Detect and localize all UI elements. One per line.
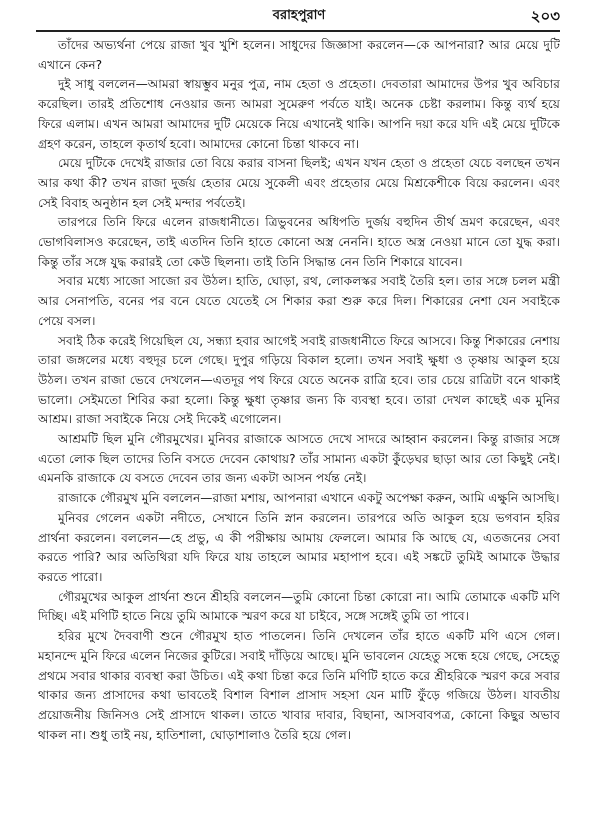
paragraph-10: গৌরমুখের আকুল প্রার্থনা শুনে শ্রীহরি বললেন—তুমি কোনো চিন্তা কোরো না। আমি তোমাকে একটি মণি দিচ্ছি। এই মণিটি হাতে নিয়ে তুমি আমাকে স্মরণ করে যা চাইবে, সঙ্গে সঙ্গেই তুমি তা পাবে। bbox=[38, 589, 560, 624]
body-text bbox=[38, 36, 560, 823]
paragraph-9: মুনিবর গেলেন একটা নদীতে, সেখানে তিনি স্নান করলেন। তারপরে অতি আকুল হয়ে ভগবান হরির প্রার্থনা করলেন। বললেন—হে প্রভু, এ কী পরীক্ষায় আমায় ফেললে। আমার কি আছে যে, এতজনের সেবা করতে পারি? আর অতিথিরা যদি ফিরে যায় তাহলে আমার মহাপাপ হবে। এই সঙ্কটে তুমিই আমাকে উদ্ধার করতে পারো। bbox=[38, 510, 560, 584]
paragraph-8: রাজাকে গৌরমুখ মুনি বললেন—রাজা মশায়, আপনারা এখানে একটু অপেক্ষা করুন, আমি এক্ষুনি আসছি। bbox=[58, 491, 560, 506]
running-title: বরাহপুরাণ bbox=[272, 8, 326, 23]
paragraph-1: তাঁদের অভ্যর্থনা পেয়ে রাজা খুব খুশি হলেন। সাধুদের জিজ্ঞাসা করলেন—কে আপনারা? আর মেয়ে দুটি এখানে কেন? bbox=[38, 38, 560, 72]
paragraph-3: মেয়ে দুটিকে দেখেই রাজার তো বিয়ে করার বাসনা ছিলই; এখন যখন হেতা ও প্রহেতা যেচে বলছেন তখন আর কথা কী? তখন রাজা দুর্জয় হেতার মেয়ে সুকেলী এবং প্রহেতার মেয়ে মিশ্রকেশীকে বিয়ে করলেন। এবং সেই বিবাহ অনুষ্ঠান হল সেই মন্দার পর্বতেই। bbox=[38, 156, 560, 210]
paragraph-11: হরির মুখে দৈববাণী শুনে গৌরমুখ হাত পাতলেন। তিনি দেখলেন তাঁর হাতে একটি মণি এসে গেল। মহানন্দে মুনি ফিরে এলেন নিজের কুটিরে। সবাই দাঁড়িয়ে আছে। মুনি ভাবলেন যেহেতু সন্ধে হয়ে গেছে, সেহেতু প্রথমে সবার থাকার ব্যবস্থা করা উচিত। এই কথা চিন্তা করে তিনি মণিটি হাতে করে শ্রীহরিকে স্মরণ করে সবার থাকার জন্য প্রাসাদের কথা ভাবতেই বিশাল বিশাল প্রাসাদ সহসা যেন মাটি ফুঁড়ে গজিয়ে উঠল। যাবতীয় প্রয়োজনীয় জিনিসও সেই প্রাসাদে থাকল। তাতে খাবার দাবার, বিছানা, আসবাবপত্র, কোনো কিছুর অভাব থাকল না। শুধু তাই নয়, হাতিশালা, ঘোড়াশালাও তৈরি হয়ে গেল। bbox=[38, 629, 560, 742]
paragraph-2: দুই সাধু বললেন—আমরা স্বায়ম্ভুব মনুর পুত্র, নাম হেতা ও প্রহেতা। দেবতারা আমাদের উপর খুব অবিচার করেছিল। তারই প্রতিশোধ নেওয়ার জন্য আমরা সুমেরুণ পর্বতে যাই। অনেক চেষ্টা করলাম। কিন্তু ব্যর্থ হয়ে ফিরে এলাম। এখন আমরা আমাদের দুটি মেয়েকে নিয়ে এখানেই থাকি। আপনি দয়া করে যদি এই মেয়ে দুটিকে গ্রহণ করেন, তাহলে কৃতার্থ হবো। আমাদের কোনো চিন্তা থাকবে না। bbox=[38, 77, 560, 151]
page-header bbox=[38, 4, 560, 28]
page-number: ২০৩ bbox=[530, 7, 560, 25]
paragraph-5: সবার মধ্যে সাজো সাজো রব উঠল। হাতি, ঘোড়া, রথ, লোকলস্কর সবাই তৈরি হল। তার সঙ্গে চলল মন্ত্রী আর সেনাপতি, বনের পর বনে যেতে যেতেই সে শিকার করা শুরু করে দিল। শিকারের নেশা যেন সবাইকে পেয়ে বসল। bbox=[38, 274, 560, 328]
header-rule bbox=[36, 30, 560, 32]
paragraph-7: আশ্রমটি ছিল মুনি গৌরমুখের। মুনিবর রাজাকে আসতে দেখে সাদরে আহ্বান করলেন। কিন্তু রাজার সঙ্গে এতো লোক ছিল তাদের তিনি বসতে দেবেন কোথায়? তাঁর সামান্য একটা কুঁড়েঘর ছাড়া আর তো কিছুই নেই। এমনকি রাজাকে যে বসতে দেবেন তার জন্য একটা আসন পর্যন্ত নেই। bbox=[38, 432, 560, 486]
paragraph-6: সবাই ঠিক করেই গিয়েছিল যে, সন্ধ্যা হবার আগেই সবাই রাজধানীতে ফিরে আসবে। কিন্তু শিকারের নেশায় তারা জঙ্গলের মধ্যে বহুদূর চলে গেছে। দুপুর গড়িয়ে বিকাল হলো। তখন সবাই ক্ষুধা ও তৃষ্ণায় আকুল হয়ে উঠল। তখন রাজা ভেবে দেখলেন—এতদূর পথ ফিরে যেতে অনেক রাত্রি হবে। তার চেয়ে রাত্রিটা বনে থাকাই ভালো। সেইমতো শিবির করা হলো। কিন্তু ক্ষুধা তৃষ্ণার জন্য কি ব্যবস্থা হবে। তারা দেখল কাছেই এক মুনির আশ্রম। রাজা সবাইকে নিয়ে সেই দিকেই এগোলেন। bbox=[38, 333, 560, 427]
paragraph-4: তারপরে তিনি ফিরে এলেন রাজধানীতে। ত্রিভুবনের অধিপতি দুর্জয় বহুদিন তীর্থ ভ্রমণ করেছেন, এবং ভোগবিলাসও করেছেন, তাই এতদিন তিনি হাতে কোনো অস্ত্র নেননি। হাতে অস্ত্র নেওয়া মানে তো যুদ্ধ করা। কিন্তু তাঁর সঙ্গে যুদ্ধ করারই তো কেউ ছিলনা। তাই তিনি সিদ্ধান্ত নেন তিনি শিকারে যাবেন। bbox=[38, 215, 560, 269]
